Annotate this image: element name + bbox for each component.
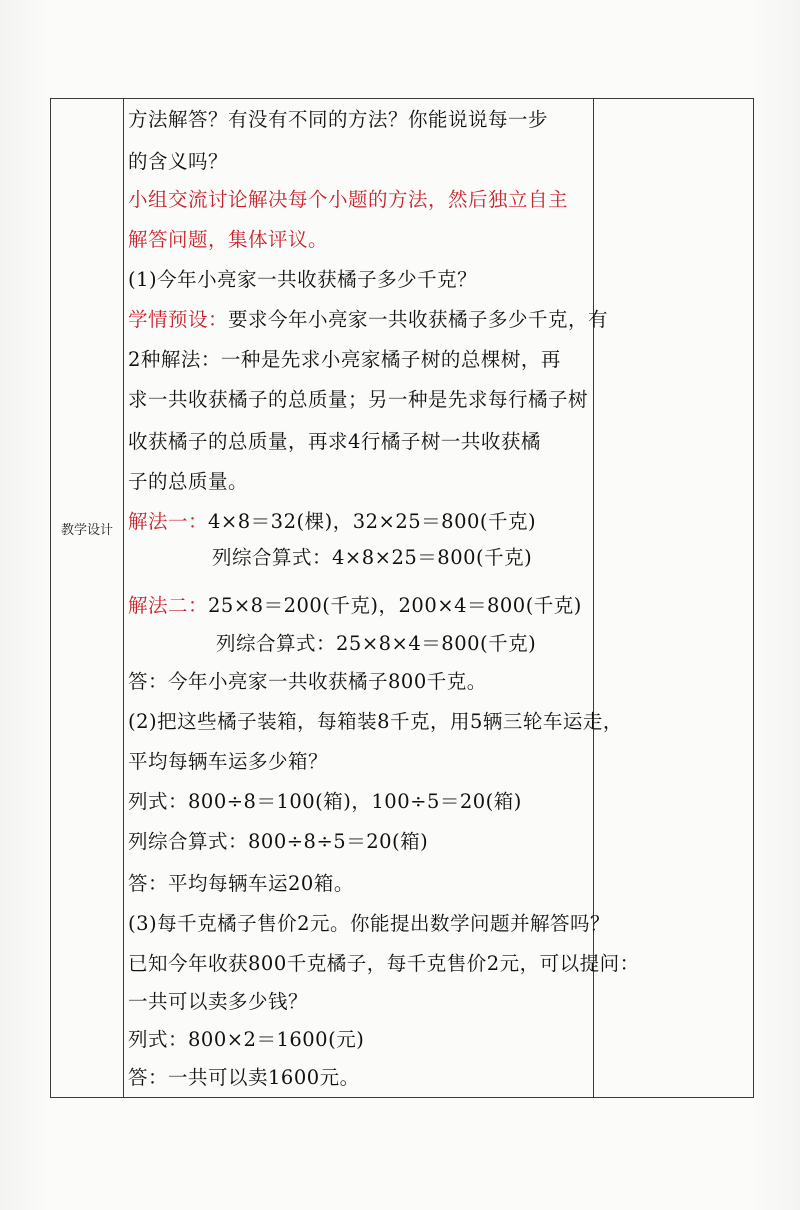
- handwritten-line: [128, 224, 328, 252]
- line-segment: 答：今年小亮家一共收获橘子800千克。: [128, 670, 487, 693]
- handwritten-line: [128, 908, 610, 936]
- line-segment: (1)今年小亮家一共收获橘子多少千克？: [128, 268, 478, 291]
- line-segment: (2)把这些橘子装箱，每箱装8千克，用5辆三轮车运走，: [128, 710, 623, 733]
- line-segment: 一共可以卖多少钱？: [128, 990, 309, 1013]
- handwritten-line: [128, 590, 582, 618]
- line-segment: 学情预设：: [128, 308, 229, 331]
- handwritten-line: [128, 986, 308, 1014]
- line-segment: 列综合算式：4×8×25＝800(千克): [212, 546, 533, 569]
- line-segment: 已知今年收获800千克橘子，每千克售价2元，可以提问：: [128, 952, 640, 975]
- handwritten-line: [128, 184, 568, 212]
- line-segment: 列综合算式：800÷8÷5＝20(箱): [128, 830, 429, 853]
- handwritten-line: [128, 104, 548, 132]
- line-segment: 要求今年小亮家一共收获橘子多少千克，有: [228, 308, 609, 331]
- line-segment: 小组交流讨论解决每个小题的方法，然后独立自主: [128, 188, 569, 211]
- line-segment: 列式：800×2＝1600(元): [128, 1028, 365, 1051]
- line-segment: 方法解答？有没有不同的方法？你能说说每一步: [128, 108, 549, 131]
- line-segment: 2种解法：一种是先求小亮家橘子树的总棵树，再: [128, 348, 561, 371]
- handwritten-line: [128, 1024, 364, 1052]
- handwritten-line: [128, 826, 428, 854]
- handwritten-line: [128, 344, 561, 372]
- line-segment: (3)每千克橘子售价2元。你能提出数学问题并解答吗？: [128, 912, 611, 935]
- handwritten-line: [128, 868, 354, 896]
- line-segment: 子的总质量。: [128, 470, 249, 493]
- handwritten-line: [212, 542, 532, 570]
- line-segment: 解法一：: [128, 510, 209, 533]
- handwritten-line: [128, 666, 487, 694]
- handwritten-line: [128, 384, 588, 412]
- handwritten-line: [128, 264, 477, 292]
- handwritten-line: [128, 1062, 360, 1090]
- handwritten-line: [128, 304, 608, 332]
- handwritten-line: [216, 628, 536, 656]
- line-segment: 答：一共可以卖1600元。: [128, 1066, 360, 1089]
- handwritten-line: [128, 786, 522, 814]
- row-label: 教学设计: [60, 523, 113, 538]
- line-segment: 25×8＝200(千克)，200×4＝800(千克): [208, 594, 582, 617]
- handwritten-line: [128, 426, 541, 454]
- column-divider-left: [123, 99, 124, 1097]
- handwritten-line: [128, 948, 640, 976]
- line-segment: 收获橘子的总质量，再求4行橘子树一共收获橘: [128, 430, 541, 453]
- line-segment: 4×8＝32(棵)，32×25＝800(千克): [208, 510, 537, 533]
- line-segment: 列式：800÷8＝100(箱)，100÷5＝20(箱): [128, 790, 522, 813]
- line-segment: 列综合算式：25×8×4＝800(千克): [216, 632, 537, 655]
- handwritten-line: [128, 706, 623, 734]
- handwritten-line: [128, 746, 328, 774]
- line-segment: 解答问题，集体评议。: [128, 228, 329, 251]
- handwritten-line: [128, 506, 536, 534]
- line-segment: 平均每辆车运多少箱？: [128, 750, 329, 773]
- handwritten-line: [128, 466, 248, 494]
- line-segment: 的含义吗？: [128, 150, 229, 173]
- line-segment: 求一共收获橘子的总质量；另一种是先求每行橘子树: [128, 388, 589, 411]
- handwritten-line: [128, 146, 228, 174]
- line-segment: 解法二：: [128, 594, 209, 617]
- line-segment: 答：平均每辆车运20箱。: [128, 872, 354, 895]
